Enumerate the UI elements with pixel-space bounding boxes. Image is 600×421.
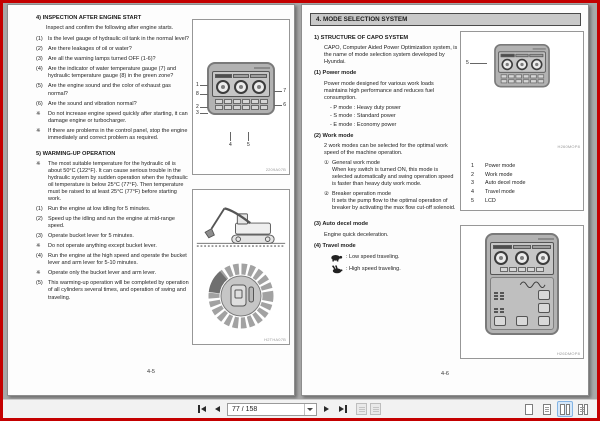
figure-mode-panel <box>460 31 584 211</box>
cluster-panel-illustration <box>207 62 275 115</box>
gauge-icon <box>494 251 508 265</box>
figure-legend <box>471 162 579 205</box>
chapter-heading-bar: 4. MODE SELECTION SYSTEM <box>310 13 581 26</box>
next-page-icon <box>324 406 329 412</box>
list-item <box>36 270 190 277</box>
last-page-button[interactable] <box>336 403 349 416</box>
document-canvas <box>3 3 597 399</box>
list-item-text: This warming-up operation will be completed by operation of all cylinders several times, and operation of swing and traveling. <box>48 280 189 301</box>
previous-page-button[interactable] <box>211 403 224 416</box>
rabbit-icon <box>330 265 343 274</box>
list-item-marker: (4) <box>36 66 43 73</box>
subsection-heading: (1) Power mode <box>314 70 357 77</box>
cluster-screen <box>498 51 546 72</box>
mode-line: - S mode : Standard power <box>330 113 396 120</box>
section-body: CAPO, Computer Aided Power Optimization system, is the name of mode selection system developed by Hyundai. <box>324 45 458 66</box>
auto-decel-button-illustration <box>494 316 506 326</box>
mode-line: - E mode : Economy power <box>330 121 397 128</box>
list-item-marker: (4) <box>36 253 43 260</box>
figure-callout: 3 <box>196 110 209 116</box>
select-button-illustration <box>538 316 550 326</box>
gauge-icon <box>252 80 266 94</box>
previous-page-icon <box>215 406 220 412</box>
sub-title: Breaker operation mode <box>332 191 392 198</box>
legend-row: 5 LCD <box>471 197 496 204</box>
list-item <box>36 280 190 301</box>
list-item-marker: (3) <box>36 233 43 240</box>
list-item-marker: (2) <box>36 216 43 223</box>
list-item-marker: ※ <box>36 161 41 167</box>
list-item-text: The most suitable temperature for the hydraulic oil is about 50°C (122°F). It can cause serious trouble in the hydraulic system by sudden operation when the hydraulic oil temperature is below 25°C (77°F). Then temperature must be raised to at least 25°C (77°F) before starting work. <box>48 161 188 203</box>
manual-page-right <box>301 4 589 396</box>
left-text-column <box>36 15 190 305</box>
list-item-text: Operate bucket lever for 5 minutes. <box>48 233 134 240</box>
first-page-icon <box>198 405 200 413</box>
list-item-text: If there are problems in the control panel, stop the engine immediately and correct problem as required. <box>48 127 188 141</box>
turtle-icon <box>330 253 343 262</box>
legend-row: 4 Travel mode <box>471 188 515 195</box>
gauge-icon <box>516 59 527 70</box>
list-item-text: Speed up the idling and run the engine at mid-range speed. <box>48 216 175 230</box>
list-item <box>36 216 190 230</box>
travel-mode-text: : High speed traveling. <box>346 265 401 272</box>
list-item-text: Are all the warning lamps turned OFF (1-6)? <box>48 56 156 63</box>
list-item-text: Is the level gauge of hydraulic oil tank in the normal level? <box>48 36 189 43</box>
list-item-marker: (5) <box>36 83 43 90</box>
gauge-icon <box>216 80 230 94</box>
figure-code: H26DMOP8 <box>556 351 580 356</box>
figure-callout: 5 <box>247 132 250 148</box>
list-item-marker: (1) <box>36 206 43 213</box>
figure-code: H260MOP8 <box>557 144 580 149</box>
section-intro: Inspect and confirm the following after engine starts. <box>46 25 174 32</box>
figure-callout: 6 <box>273 102 286 108</box>
page-number: 4-5 <box>147 369 155 375</box>
excavator-illustration <box>195 195 287 253</box>
subsection-body: Engine quick deceleration. <box>324 231 389 238</box>
next-view-icon[interactable] <box>370 403 381 415</box>
figure-code: H2THA07B <box>264 337 286 342</box>
figure-warmup <box>192 189 290 345</box>
list-item <box>36 36 190 43</box>
sub-body: When key switch is turned ON, this mode is selected automatically and swing operation speed is faster than heavy duty work mode. <box>332 167 454 188</box>
page-number-input[interactable] <box>228 404 304 415</box>
list-item-text: Do not increase engine speed quickly after starting, it can damage engine or turbocharger. <box>48 110 188 124</box>
list-item-marker: (6) <box>36 100 43 107</box>
figure-cluster-callouts <box>192 19 290 175</box>
list-item-text: Do not operate anything except bucket lever. <box>48 243 157 250</box>
list-item <box>36 56 190 63</box>
work-mode-button-illustration <box>538 303 550 313</box>
first-page-button[interactable] <box>195 403 208 416</box>
list-item-marker: ※ <box>36 127 41 134</box>
list-item-marker: ※ <box>36 270 41 277</box>
work-mode-sub <box>324 160 458 188</box>
travel-mode-text: : Low speed traveling. <box>346 254 400 261</box>
list-item-marker: (2) <box>36 46 43 53</box>
legend-row: 3 Auto decel mode <box>471 180 526 187</box>
gauge-icon <box>234 80 248 94</box>
figure-callout: 8 <box>196 91 209 97</box>
section-heading: 4) INSPECTION AFTER ENGINE START <box>36 15 142 21</box>
single-page-view-icon[interactable] <box>521 401 537 417</box>
page-number-field <box>227 403 317 416</box>
accel-dial-illustration <box>206 261 276 331</box>
list-item-text: Run the engine at the high speed and operate the bucket lever and arm lever for 5-10 minutes. <box>48 253 187 267</box>
list-item-text: Operate only the bucket lever and arm lever. <box>48 270 157 277</box>
list-item-text: Are the indicator of water temperature gauge (7) and hydraulic temperature gauge (8) in the green zone? <box>48 66 177 80</box>
mode-button-area <box>490 277 554 330</box>
list-item <box>36 253 190 267</box>
sub-title: General work mode <box>332 160 380 167</box>
next-page-button[interactable] <box>320 403 333 416</box>
gauge-icon <box>502 59 513 70</box>
list-item-text: Are there leakages of oil or water? <box>48 46 132 53</box>
logo-squiggle <box>516 280 550 288</box>
gauge-icon <box>531 59 542 70</box>
list-item <box>36 46 190 53</box>
list-item-text: Are the engine sound and the color of exhaust gas normal? <box>48 83 171 97</box>
figure-callout: 7 <box>273 88 286 94</box>
list-item-marker: (5) <box>36 280 43 287</box>
figure-callout: 2 <box>196 104 209 110</box>
page-navigation-group <box>195 400 381 418</box>
view-mode-group <box>521 400 591 418</box>
list-item-marker: (3) <box>36 56 43 63</box>
cluster-panel-illustration <box>494 44 550 87</box>
figure-code: 2209A07B <box>265 167 286 172</box>
power-mode-button-illustration <box>538 290 550 300</box>
list-item <box>36 243 190 250</box>
list-item <box>36 101 190 108</box>
circled-number: ① <box>324 160 329 167</box>
section-heading: 1) STRUCTURE OF CAPO SYSTEM <box>314 35 409 41</box>
facing-view-icon[interactable] <box>557 401 573 417</box>
page-number: 4-6 <box>441 371 449 377</box>
list-item <box>36 83 190 97</box>
subsection-heading: (3) Auto decel mode <box>314 221 369 228</box>
previous-view-icon[interactable] <box>356 403 367 415</box>
travel-mode-row <box>330 253 458 262</box>
manual-page-left <box>7 4 295 396</box>
cluster-screen <box>212 71 270 97</box>
list-item-marker: ※ <box>36 243 41 250</box>
continuous-facing-view-icon[interactable] <box>575 401 591 417</box>
list-item <box>36 128 190 142</box>
gauge-icon <box>536 251 550 265</box>
list-item <box>36 66 190 80</box>
legend-row: 2 Work mode <box>471 171 513 178</box>
circled-number: ② <box>324 191 329 198</box>
page-dropdown-caret-icon[interactable] <box>304 404 315 415</box>
subsection-body: 2 work modes can be selected for the optimal work speed of the machine operation. <box>324 143 448 157</box>
figure-callout: 4 <box>229 132 232 148</box>
travel-button-illustration <box>516 316 528 326</box>
work-mode-sub <box>324 191 458 212</box>
section-heading: 5) WARMING-UP OPERATION <box>36 150 116 157</box>
list-item <box>36 233 190 240</box>
mode-panel-illustration <box>485 233 559 335</box>
list-item-marker: ※ <box>36 110 41 117</box>
sub-body: It sets the pump flow to the optimal operation of breaker by activating the max flow cut-off solenoid. <box>332 198 456 212</box>
right-text-column <box>314 35 458 276</box>
list-item-marker: (1) <box>36 36 43 43</box>
subsection-heading: (4) Travel mode <box>314 242 356 249</box>
last-page-icon <box>339 406 344 412</box>
figure-mode-select-panel <box>460 225 584 359</box>
cluster-screen <box>490 242 554 275</box>
mode-line: - P mode : Heavy duty power <box>330 104 401 111</box>
list-item <box>36 111 190 125</box>
viewer-toolbar <box>3 399 597 418</box>
figure-callout: 1 <box>196 82 209 88</box>
figure-callout: 5 <box>466 60 488 66</box>
continuous-view-icon[interactable] <box>539 401 555 417</box>
legend-row: 1 Power mode <box>471 163 516 169</box>
list-item-text: Run the engine at low idling for 5 minutes. <box>48 206 151 213</box>
list-item-text: Are the sound and vibration normal? <box>48 100 137 107</box>
gauge-icon <box>515 251 529 265</box>
list-item <box>36 206 190 213</box>
travel-mode-row <box>330 265 458 274</box>
list-item <box>36 161 190 203</box>
subsection-heading: (2) Work mode <box>314 132 354 139</box>
subsection-body: Power mode designed for various work loads maintains high performance and reduces fuel consumption. <box>324 80 435 101</box>
